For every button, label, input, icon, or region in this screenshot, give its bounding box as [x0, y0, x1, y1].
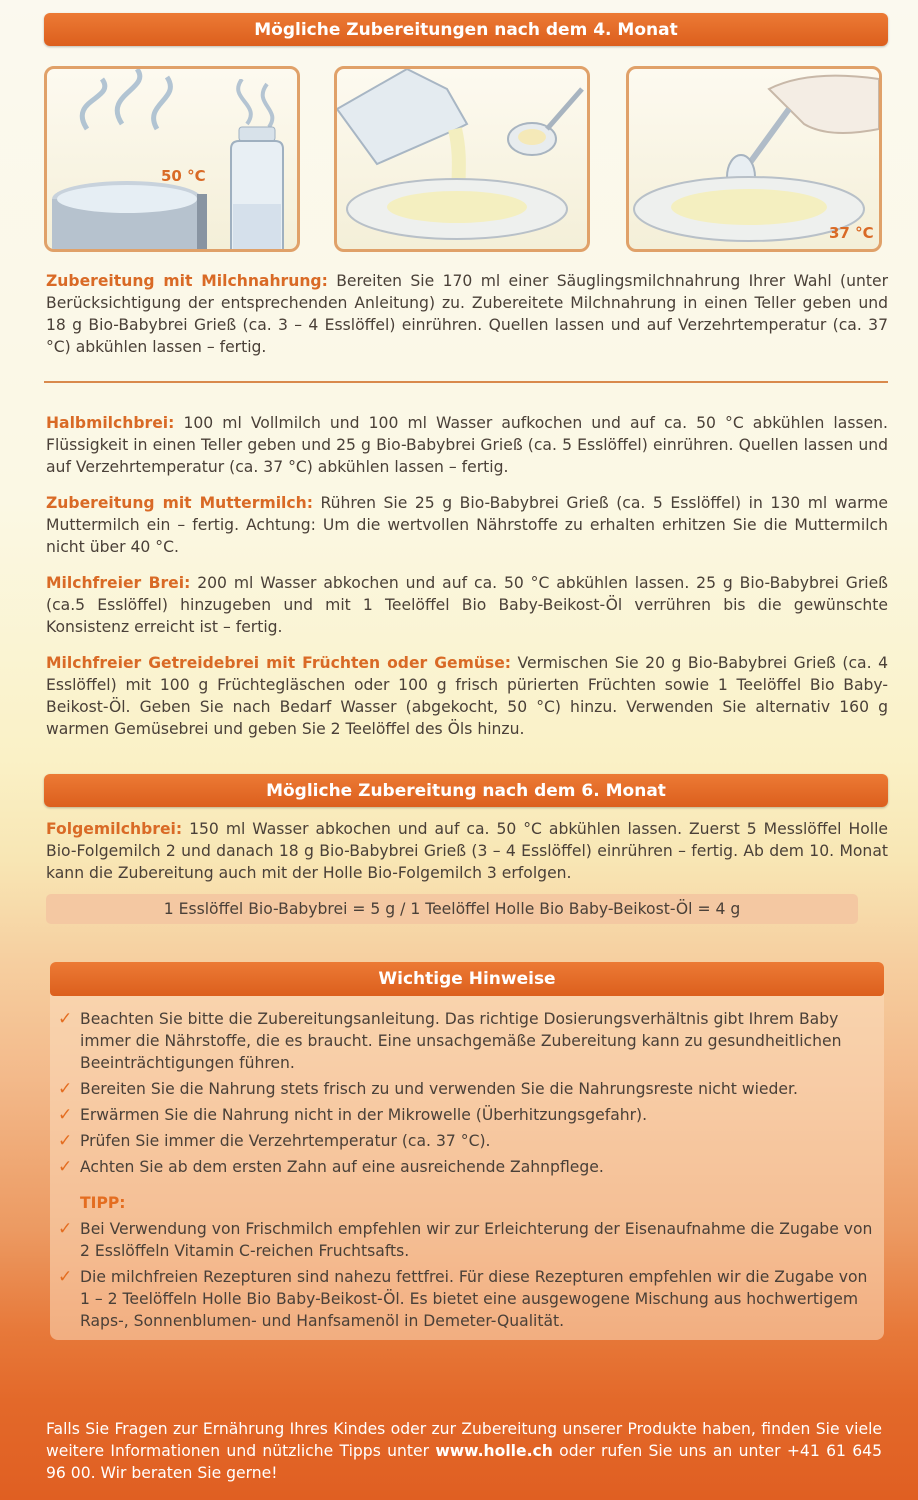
stirring-spoon-icon: [629, 69, 882, 249]
hint-item: ✓ Prüfen Sie immer die Verzehrtemperatur (ca. 37 °C).: [58, 1131, 491, 1151]
section-title-4-monat: Mögliche Zubereitungen nach dem 4. Monat: [44, 13, 888, 46]
tipp-item: ✓ Die milchfreien Rezepturen sind nahezu fettfrei. Für diese Rezepturen empfehlen wir die Zugabe von 1 – 2 Teelöffeln Holle Bio Baby-Beikost-Öl. Es bietet eine ausgewogene Mischung aus hochwertigem Raps-, Sonnenblumen- und Hanfsamenöl in Demeter-Qualität.: [58, 1267, 868, 1330]
hints-title: Wichtige Hinweise: [50, 962, 884, 996]
label-milchnahrung: Zubereitung mit Milchnahrung:: [46, 272, 328, 290]
paragraph-milchfrei: [46, 572, 888, 638]
hint-item: ✓ Bereiten Sie die Nahrung stets frisch zu und verwenden Sie die Nahrungsreste nicht wieder.: [58, 1079, 798, 1099]
label-halbmilchbrei: Halbmilchbrei:: [46, 414, 175, 432]
text-getreidebrei: Vermischen Sie 20 g Bio-Babybrei Grieß (ca. 4 Esslöffel) mit 100 g Früchtegläschen oder 100 g frisch pürierten Früchten sowie 1 Teelöffel Bio Baby-Beikost-Öl. Geben Sie nach Bedarf Wasser (abgekocht, 50 °C) hinzu. Verwenden Sie alternativ 160 g warmen Gemüsebrei und geben Sie 2 Teelöffel des Öls hinzu.: [46, 654, 888, 738]
check-icon: ✓: [58, 1105, 73, 1125]
text-muttermilch: Rühren Sie 25 g Bio-Babybrei Grieß (ca. 5 Esslöffel) in 130 ml warme Muttermilch ein – fertig. Achtung: Um die wertvollen Nährstoffe zu erhalten erhitzen Sie die Muttermilch nicht über 40 °C.: [46, 494, 889, 556]
temperature-label-37: 37 °C: [829, 224, 874, 242]
text-halbmilchbrei: 100 ml Vollmilch und 100 ml Wasser aufkochen und auf ca. 50 °C abkühlen lassen. Flüssigkeit in einen Teller geben und 25 g Bio-Babybrei Grieß (ca. 5 Esslöffel) einrühren. Quellen lassen und auf Verzehrtemperatur (ca. 37 °C) abkühlen lassen – fertig.: [46, 414, 888, 476]
check-icon: ✓: [58, 1131, 73, 1151]
paragraph-milchnahrung: [46, 270, 888, 358]
illustration-stirring: [626, 66, 882, 252]
tipp-item: ✓ Bei Verwendung von Frischmilch empfehlen wir zur Erleichterung der Eisenaufnahme die Zugabe von 2 Esslöffeln Vitamin C-reichen Fruchtsafts.: [58, 1219, 873, 1260]
illustration-heating-water: [44, 66, 300, 252]
text-milchnahrung: Bereiten Sie 170 ml einer Säuglingsmilchnahrung Ihrer Wahl (unter Berücksichtigung der entsprechenden Anleitung) zu. Zubereitete Milchnahrung in einen Teller geben und 18 g Bio-Babybrei Grieß (ca. 3 – 4 Esslöffel) einrühren. Quellen lassen und auf Verzehrtemperatur (ca. 37 °C) abkühlen lassen – fertig.: [46, 272, 888, 356]
label-folgemilch: Folgemilchbrei:: [46, 820, 183, 838]
baby-bottle-icon: [217, 79, 297, 252]
section-title-6-monat: Mögliche Zubereitung nach dem 6. Monat: [44, 774, 888, 807]
hint-item: ✓ Erwärmen Sie die Nahrung nicht in der Mikrowelle (Überhitzungsgefahr).: [58, 1105, 648, 1125]
check-icon: ✓: [58, 1157, 73, 1177]
label-muttermilch: Zubereitung mit Muttermilch:: [46, 494, 313, 512]
footer-phone-text: oder rufen Sie uns an unter +41 61 645 96 00. Wir beraten Sie gerne!: [46, 1442, 883, 1482]
hint-item: ✓ Achten Sie ab dem ersten Zahn auf eine ausreichende Zahnpflege.: [58, 1157, 604, 1177]
check-icon: ✓: [58, 1009, 73, 1029]
paragraph-folgemilch: [46, 818, 888, 884]
check-icon: ✓: [58, 1219, 73, 1239]
label-milchfrei: Milchfreier Brei:: [46, 574, 191, 592]
text-folgemilch: 150 ml Wasser abkochen und auf ca. 50 °C abkühlen lassen. Zuerst 5 Messlöffel Holle Bio-Folgemilch 2 und danach 18 g Bio-Babybrei Grieß (3 – 4 Esslöffel) einrühren – fertig. Ab dem 10. Monat kann die Zubereitung auch mit der Holle Bio-Folgemilch 3 erfolgen.: [46, 820, 888, 882]
divider: [44, 381, 888, 383]
measurement-formula: 1 Esslöffel Bio-Babybrei = 5 g / 1 Teelöffel Holle Bio Baby-Beikost-Öl = 4 g: [46, 894, 858, 924]
hint-item: ✓ Beachten Sie bitte die Zubereitungsanleitung. Das richtige Dosierungsverhältnis gibt Ihrem Baby immer die Nährstoffe, die es braucht. Eine unsachgemäße Zubereitung kann zu gesundheitlichen Beeinträchtigungen führen.: [58, 1009, 842, 1072]
footer-contact: [46, 1418, 882, 1484]
text-milchfrei: 200 ml Wasser abkochen und auf ca. 50 °C abkühlen lassen. 25 g Bio-Babybrei Grieß (ca.5 Esslöffel) hinzugeben und mit 1 Teelöffel Bio Baby-Beikost-Öl verrühren bis die gewünschte Konsistenz erreicht ist – fertig.: [46, 574, 888, 636]
paragraph-getreidebrei: [46, 652, 888, 740]
check-icon: ✓: [58, 1079, 73, 1099]
illustration-pouring-milk: [334, 66, 590, 252]
label-getreidebrei: Milchfreier Getreidebrei mit Früchten oder Gemüse:: [46, 654, 512, 672]
footer-text: Falls Sie Fragen zur Ernährung Ihres Kindes oder zur Zubereitung unserer Produkte haben, finden Sie viele weitere Informationen und nützliche Tipps unter: [46, 1420, 882, 1460]
plate-pouring-icon: [337, 69, 587, 249]
holle-website-link[interactable]: www.holle.ch: [435, 1442, 553, 1460]
hints-list: [58, 1008, 874, 1336]
temperature-label-50: 50 °C: [161, 167, 206, 185]
check-icon: ✓: [58, 1267, 73, 1287]
paragraph-muttermilch: [46, 492, 888, 558]
paragraph-halbmilchbrei: [46, 412, 888, 478]
tipp-label: TIPP:: [80, 1194, 126, 1212]
